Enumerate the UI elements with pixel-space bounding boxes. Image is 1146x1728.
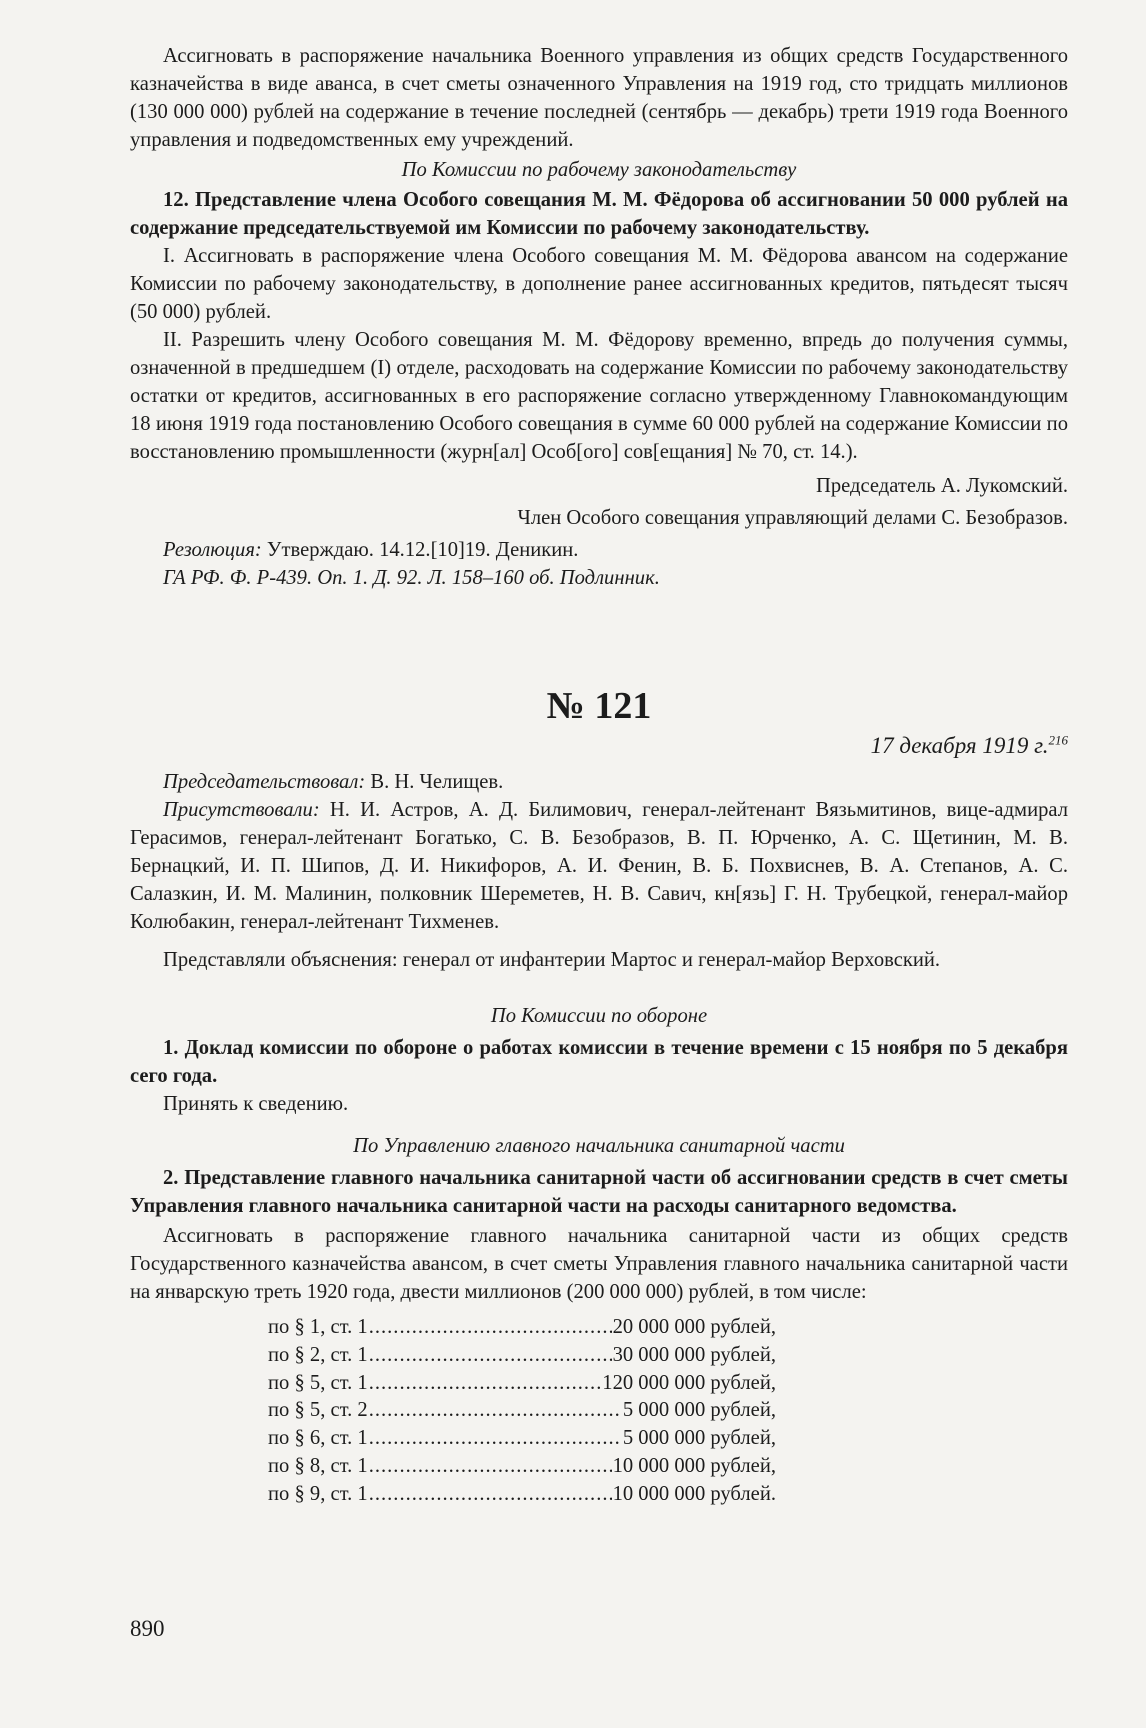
present-label: Присутствовали: [163, 799, 320, 821]
chaired-text: В. Н. Челищев. [365, 771, 504, 793]
item-title-labor: 12. Представление члена Особого совещания М. М. Фёдорова об ассигновании 50 000 рублей на содержание председательствуемой им Комиссии по рабочему законодательству. [130, 189, 1068, 239]
resolution-label: Резолюция: [163, 539, 262, 561]
chairman-text: Председатель А. Лукомский. [816, 475, 1068, 497]
sanitary-paragraph: Ассигновать в распоряжение главного начальника санитарной части из общих средств Государственного казначейства авансом, в счет сметы Управления главного начальника санитарной части на январскую треть 1920 года, двести миллионов (200 000 000) рублей, в том числе: [130, 1225, 1068, 1303]
member-text: Член Особого совещания управляющий делами С. Безобразов. [517, 507, 1068, 529]
allocation-row [268, 1425, 776, 1453]
allocation-amount: 5 000 000 рублей, [622, 1427, 776, 1450]
labor-point-1: I. Ассигновать в распоряжение члена Особого совещания М. М. Фёдорова авансом на содержание Комиссии по рабочему законодательству, в дополнение ранее ассигнованных кредитов, пятьдесят тысяч (50 000) рублей. [130, 245, 1068, 323]
leader-dots [369, 1425, 622, 1453]
allocation-amount: 30 000 000 рублей, [612, 1343, 776, 1366]
chaired-label: Председательствовал: [163, 771, 366, 793]
allocation-amount: 10 000 000 рублей, [612, 1454, 776, 1477]
leader-dots [369, 1370, 602, 1398]
allocation-amount: 10 000 000 рублей. [612, 1482, 776, 1505]
document-date [130, 732, 1068, 760]
present-list [130, 796, 1068, 936]
leader-dots [369, 1342, 612, 1370]
page-number: 890 [130, 1616, 165, 1641]
allocation-row [268, 1342, 776, 1370]
date-text: 17 декабря 1919 г. [870, 733, 1049, 758]
leader-dots [369, 1314, 612, 1342]
labor-point-2: II. Разрешить члену Особого совещания М. М. Фёдорову временно, впредь до получения суммы, означенной в предшедшем (I) отделе, расходовать на содержание Комиссии по рабочему законодательству остатки от кредитов, ассигнованных в его распоряжение согласно утвержденному Главнокомандующим 18 июня 1919 года постановлению Особого совещания в сумме 60 000 рублей на содержание Комиссии по восстановлению промышленности (журн[ал] Особ[ого] сов[ещания] № 70, ст. 14.). [130, 329, 1068, 463]
defense-decision: Принять к сведению. [163, 1093, 349, 1115]
leader-dots [369, 1481, 612, 1509]
allocation-label: по § 6, ст. 1 [268, 1427, 368, 1450]
section-heading-sanitary: По Управлению главного начальника санитарной части [353, 1135, 845, 1157]
explained-by: Представляли объяснения: генерал от инфантерии Мартос и генерал-майор Верховский. [163, 949, 941, 971]
allocation-label: по § 8, ст. 1 [268, 1454, 368, 1477]
member-signature [130, 504, 1068, 532]
allocation-row [268, 1397, 776, 1425]
footnote-ref: 216 [1048, 732, 1068, 748]
allocation-row [268, 1314, 776, 1342]
allocation-amount: 20 000 000 рублей, [612, 1316, 776, 1338]
allocation-row [268, 1481, 776, 1509]
resolution [130, 536, 1068, 564]
allocation-label: по § 2, ст. 1 [268, 1343, 368, 1366]
allocation-amount: 5 000 000 рублей, [622, 1399, 776, 1422]
chairman-signature [130, 472, 1068, 500]
allocation-label: по § 5, ст. 2 [268, 1399, 368, 1422]
item-title-sanitary: 2. Представление главного начальника санитарной части об ассигновании средств в счет сметы Управления главного начальника санитарной части на расходы санитарного ведомства. [130, 1167, 1068, 1217]
allocation-list [268, 1314, 776, 1509]
allocation-amount: 120 000 000 рублей, [602, 1371, 776, 1394]
document-page [130, 42, 1068, 1509]
document-number: № 121 [546, 685, 652, 727]
section-heading-labor: По Комиссии по рабочему законодательству [401, 159, 797, 181]
intro-paragraph: Ассигновать в распоряжение начальника Военного управления из общих средств Государственного казначейства в виде аванса, в счет сметы означенного Управления на 1919 год, сто тридцать миллионов (130 000 000) рублей на содержание в течение последней (сентябрь — декабрь) трети 1919 года Военного управления и подведомственных ему учреждений. [130, 45, 1068, 151]
section-heading-defense: По Комиссии по обороне [490, 1005, 708, 1027]
allocation-row [268, 1453, 776, 1481]
leader-dots [369, 1397, 622, 1425]
allocation-label: по § 9, ст. 1 [268, 1482, 368, 1505]
present-text: Н. И. Астров, А. Д. Билимович, генерал-лейтенант Вязьмитинов, вице-адмирал Герасимов, генерал-лейтенант Богатько, С. В. Безобразов, В. П. Юрченко, А. С. Щетинин, М. В. Бернацкий, И. П. Шипов, Д. И. Никифоров, А. И. Фенин, В. Б. Похвиснев, В. А. Степанов, А. С. Салазкин, И. М. Малинин, полковник Шереметев, Н. В. Савич, кн[язь] Г. Н. Трубецкой, генерал-майор Колюбакин, генерал-лейтенант Тихменев. [130, 799, 1068, 933]
archive-reference: ГА РФ. Ф. Р-439. Оп. 1. Д. 92. Л. 158–160 об. Подлинник. [163, 567, 660, 589]
allocation-row [268, 1370, 776, 1398]
allocation-label: по § 1, ст. 1 [268, 1316, 368, 1338]
allocation-label: по § 5, ст. 1 [268, 1371, 368, 1394]
chaired-by [130, 768, 1068, 796]
item-title-defense: 1. Доклад комиссии по обороне о работах комиссии в течение времени с 15 ноября по 5 декабря сего года. [130, 1037, 1068, 1087]
resolution-text: Утверждаю. 14.12.[10]19. Деникин. [261, 539, 579, 561]
leader-dots [369, 1453, 612, 1481]
